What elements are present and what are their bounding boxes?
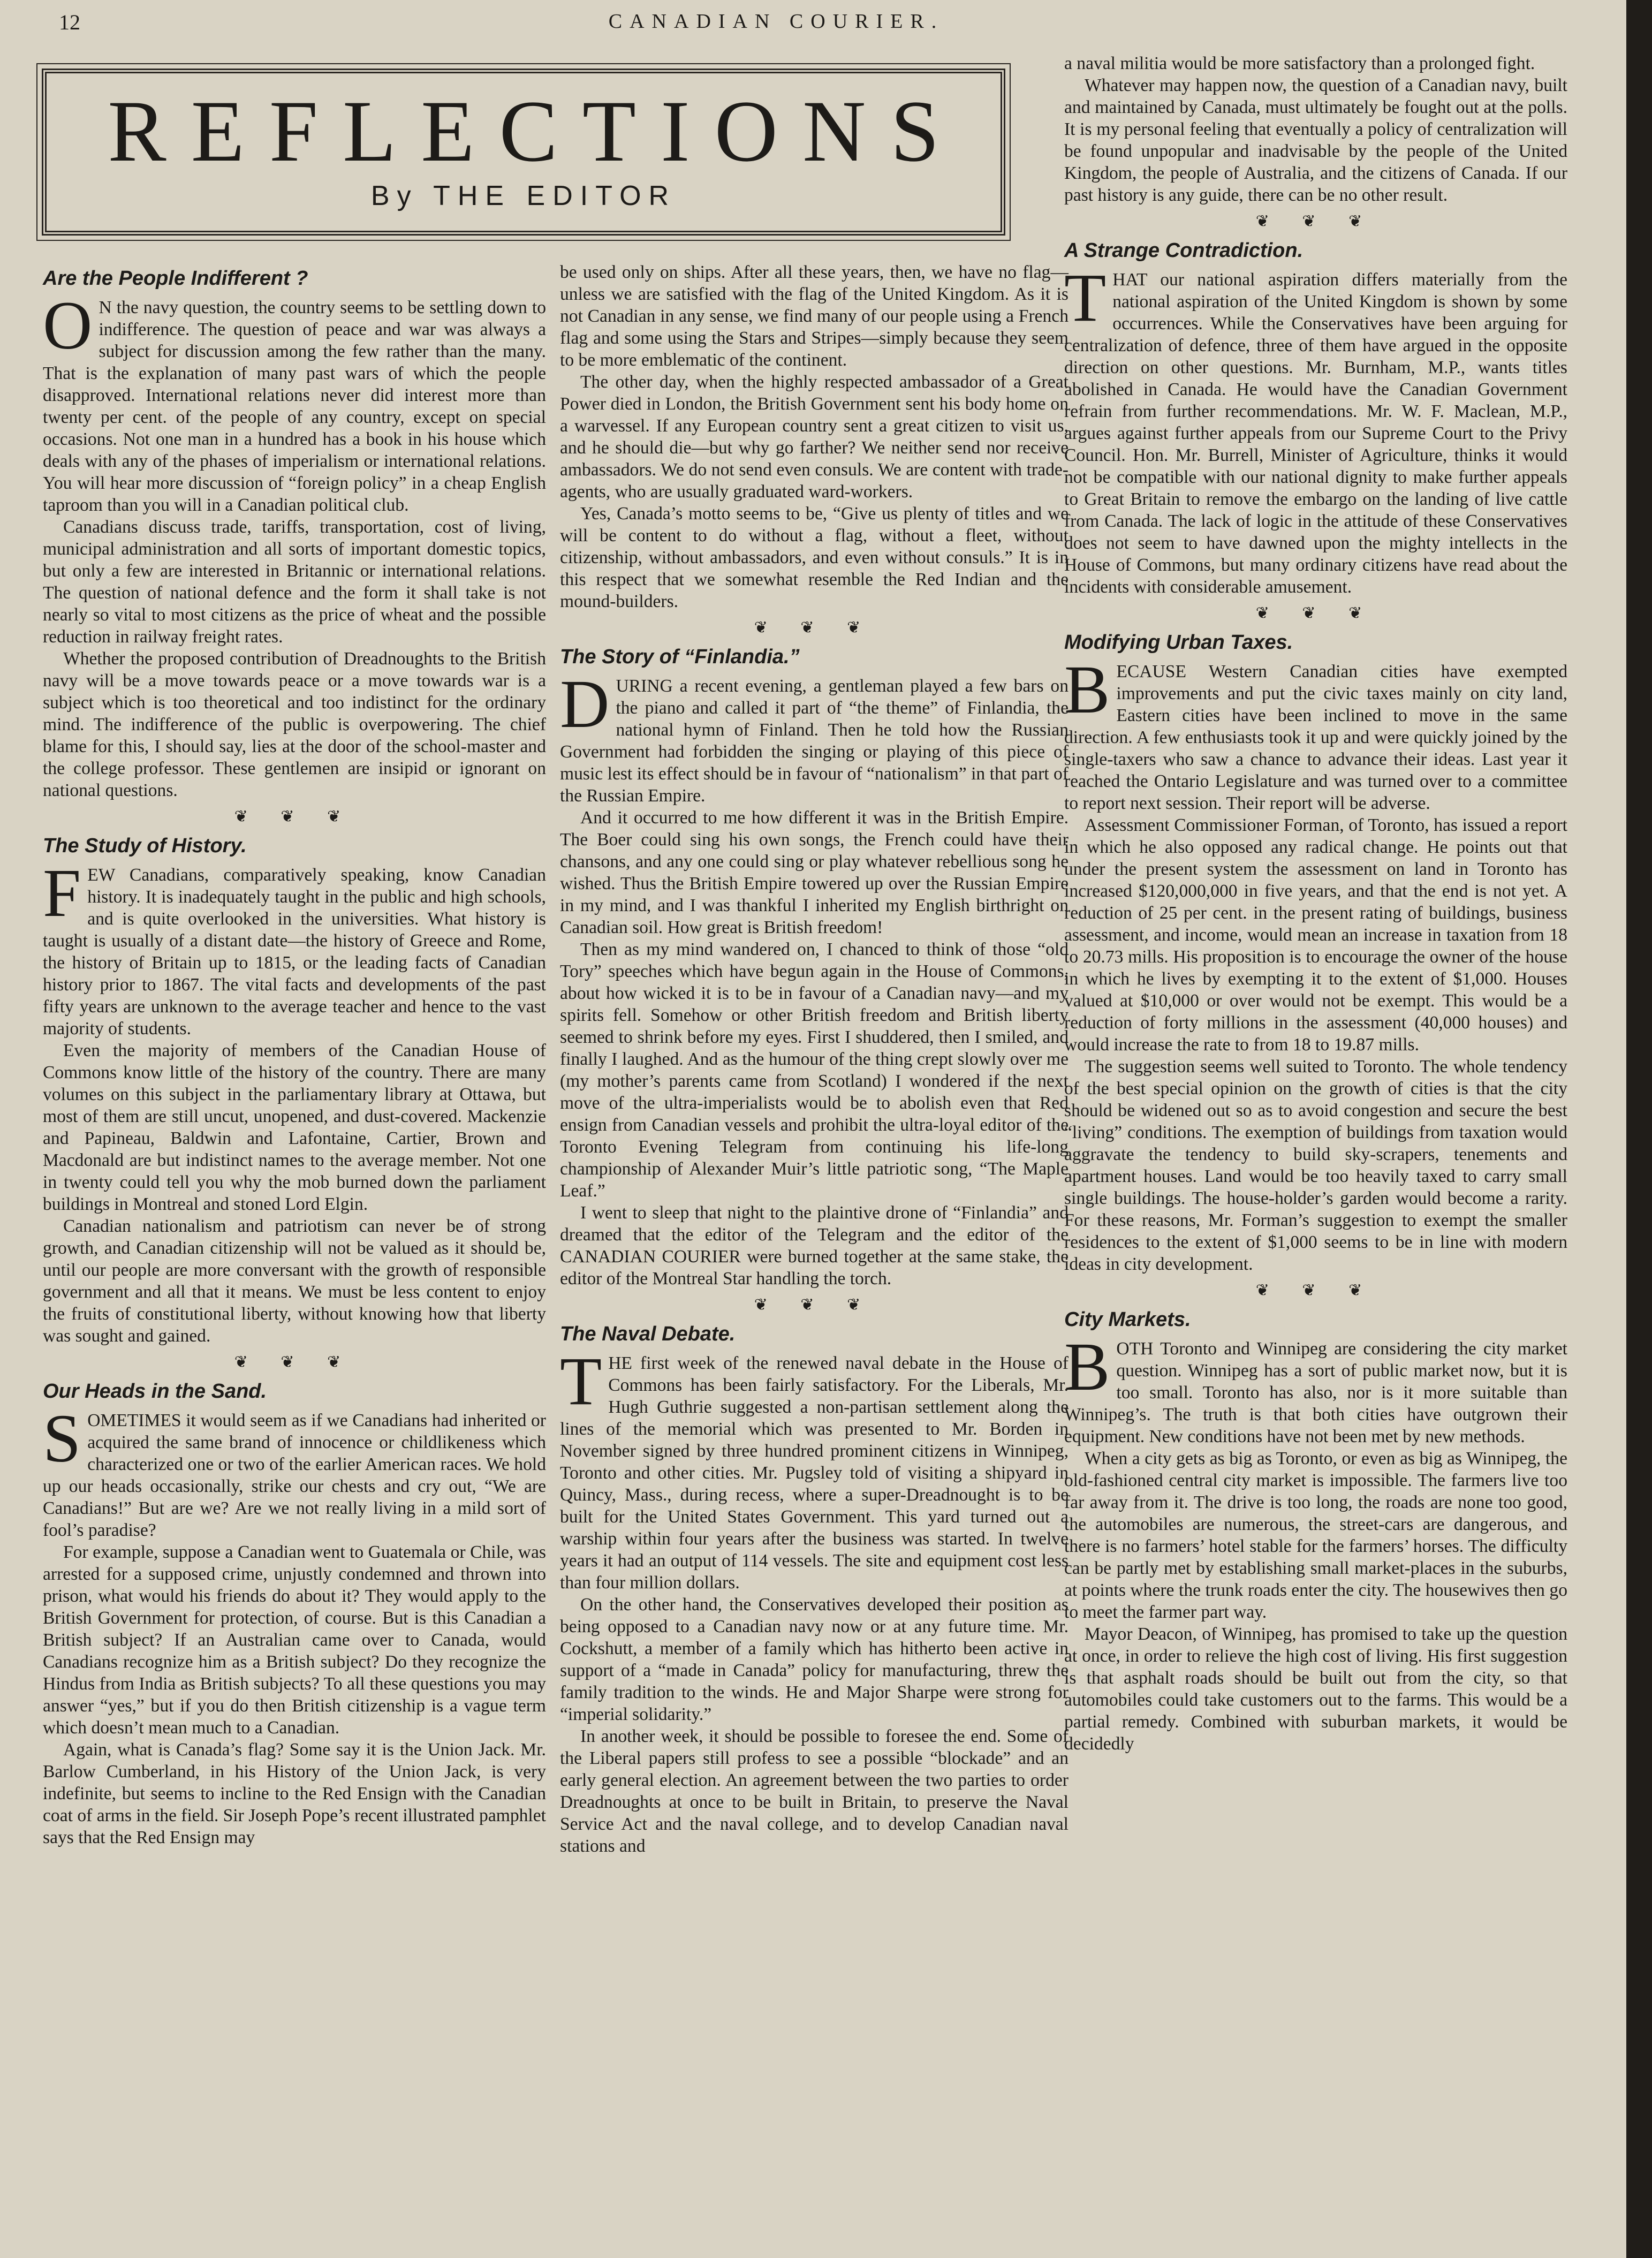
- paragraph: BOTH Toronto and Winnipeg are considering the city market question. Winnipeg has a sort of public market now, but it is too small. Toronto has also, nor is it more suitable than Winnipeg’s. The truth is that both cities have outgrown their equipment. New conditions have not been met by new methods.: [1064, 1329, 1567, 1446]
- paragraph: THE first week of the renewed naval debate in the House of Commons has been fairly satisfactory. For the Liberals, Mr. Hugh Guthrie suggested a non-partisan settlement along the lines of the memorial which was presented to Mr. Borden in November signed by three hundred prominent citizens in Winnipeg, Toronto and other cities. Mr. Pugsley told of visiting a shipyard in Quincy, Mass., during recess, where a super-Dreadnought is to be built for the United States Government. This yard turned out a warship within four years after the business was started. In twelve years it had an output of 114 vessels. The site and equipment cost less than four million dollars.: [560, 1343, 1069, 1593]
- paragraph: BECAUSE Western Canadian cities have exempted improvements and put the civic taxes mainly on city land, Eastern cities have been inclined to move in the same direction. A few enthusiasts took it up and were quickly joined by the single-taxers who saw a chance to advance their ideas. Last year it reached the Ontario Legislature and was turned over to a committee to report next session. Their report will be adverse.: [1064, 651, 1567, 813]
- paragraph: In another week, it should be possible to foresee the end. Some of the Liberal papers still profess to see a possible “blockade” and an early general election. An agreement between the two parties to order Dreadnoughts at once to be built in Britain, to preserve the Naval Service Act and the naval college, and to develop Canadian naval stations and: [560, 1726, 1069, 1856]
- heading-heads-in-sand: Our Heads in the Sand.: [43, 1380, 267, 1403]
- paragraph: And it occurred to me how different it was in the British Empire. The Boer could sing his own songs, the French could have their chansons, and any one could sing or play whatever rebellious song he wished. Thus the British Empire towered up over the Russian Empire in my mind, and I was thankful I inherited my English birthright on Canadian soil. How great is British freedom!: [560, 808, 1069, 937]
- paragraph: Canadian nationalism and patriotism can never be of strong growth, and Canadian citizenship will not be valued as it should be, until our people are more conversant with the growth of responsible government and all that it means. We must be less content to enjoy the fruits of constitutional liberty, without knowing how that liberty was sought and gained.: [43, 1216, 546, 1346]
- page-number: 12: [59, 10, 80, 34]
- section-ornament: ❦ ❦ ❦: [1255, 604, 1376, 623]
- paragraph: On the other hand, the Conservatives developed their position as being opposed to a Canadian navy now or at any future time. Mr. Cockshutt, a member of a family which has hitherto been active in support of a “made in Canada” policy for manufacturing, threw the family tradition to the winds. He and Major Sharpe were strong for “imperial solidarity.”: [560, 1595, 1069, 1724]
- paragraph: DURING a recent evening, a gentleman played a few bars on the piano and called it part of “the theme” of Finlandia, the national hymn of Finland. Then he told how the Russian Government had forbidden the singing or playing of this piece of music lest its effect should be in favour of “nationalism” in that part of the Russian Empire.: [560, 666, 1069, 806]
- paragraph: Again, what is Canada’s flag? Some say it is the Union Jack. Mr. Barlow Cumberland, in his History of the Union Jack, is very indefinite, but seems to incline to the Red Ensign with the Canadian coat of arms in the field. Sir Joseph Pope’s recent illustrated pamphlet says that the Red Ensign may: [43, 1740, 546, 1847]
- heading-strange-contradiction: A Strange Contradiction.: [1064, 239, 1304, 262]
- paragraph: Whether the proposed contribution of Dreadnoughts to the British navy will be a move towards peace or a move towards war is a subject which is too theoretical and too indistinct for the ordinary mind. The indifference of the public is overpowering. The chief blame for this, I should say, lies at the door of the school-master and the college professor. These gentlemen are insipid or ignorant on national questions.: [43, 649, 546, 800]
- reflections-banner: [42, 69, 1005, 236]
- heading-city-markets: City Markets.: [1064, 1308, 1191, 1331]
- paragraph: a naval militia would be more satisfactory than a prolonged fight.: [1064, 54, 1535, 73]
- paragraph: Yes, Canada’s motto seems to be, “Give us plenty of titles and we will be content to do without a flag, without a fleet, without citizenship, without ambassadors, and even without consuls.” It is in this respect that we somewhat resemble the Red Indian and the mound-builders.: [560, 504, 1069, 611]
- heading-study-of-history: The Study of History.: [43, 835, 247, 857]
- column-1: [43, 261, 546, 1848]
- paragraph: The suggestion seems well suited to Toronto. The whole tendency of the best special opinion on the growth of cities is that the city should be widened out so as to avoid congestion and secure the best “living” conditions. The exemption of buildings from taxation would aggravate the tendency to build sky-scrapers, tenements and apartment houses. Land would be too heavily taxed to carry small single buildings. The house-holder’s garden would become a rarity. For these reasons, Mr. Forman’s suggestion to exempt the smaller residences to the extent of $1,000 seems to be in line with modern ideas in city development.: [1064, 1057, 1567, 1274]
- paragraph: Mayor Deacon, of Winnipeg, has promised to take up the question at once, in order to relieve the high cost of living. His first suggestion is that asphalt roads should be built out from the city, so that automobiles could take customers out to the farms. This would be a partial remedy. Combined with suburban markets, it would be decidedly: [1064, 1624, 1567, 1754]
- paragraph: Assessment Commissioner Forman, of Toronto, has issued a report in which he also opposed any radical change. He points out that under the present system the assessment on land in Toronto has increased $120,000,000 in five years, and that the end is not yet. A reduction of 25 per cent. in the present rating of buildings, business assessment, and income, would mean an increase in taxation from 18 to 20.73 mills. His proposition is to encourage the owner of the house in which he lives by exempting it to the extent of $1,000. Houses valued at $10,000 or over would not be exempt. This would be a reduction of forty millions in the assessment (40,000 houses) and would increase the rate to from 18 to 19.87 mills.: [1064, 815, 1567, 1055]
- paragraph: SOMETIMES it would seem as if we Canadians had inherited or acquired the same brand of innocence or childlikeness which characterized one or two of the earlier American races. We hold up our heads occasionally, strike our chests and cry out, “We are Canadians!” But are we? Are we not really living in a mild sort of fool’s paradise?: [43, 1400, 546, 1540]
- paragraph: Whatever may happen now, the question of a Canadian navy, built and maintained by Canada, must ultimately be fought out at the polls. It is my personal feeling that eventually a policy of centralization will be found unpopular and inadvisable by the people of the United Kingdom, the people of Australia, and the citizens of Canada. If our past history is any guide, there can be no other result.: [1064, 75, 1567, 205]
- banner-title: REFLECTIONS: [108, 83, 964, 180]
- banner-byline: By THE EDITOR: [370, 180, 677, 211]
- paragraph: I went to sleep that night to the plaintive drone of “Finlandia” and dreamed that the editor of the Telegram and the editor of the CANADIAN COURIER were burned together at the same stake, the editor of the Montreal Star handling the torch.: [560, 1203, 1069, 1289]
- heading-are-people-indifferent: Are the People Indifferent ?: [43, 267, 308, 290]
- paragraph: THAT our national aspiration differs materially from the national aspiration of the United Kingdom is shown by some occurrences. While the Conservatives have been arguing for centralization of defence, three of them have argued in the opposite direction on other questions. Mr. Burnham, M.P., wants titles abolished in Canada. He would have the Canadian Government refrain from further recommendations. Mr. W. F. Maclean, M.P., argues against further appeals from our Supreme Court to the Privy Council. Hon. Mr. Burrell, Minister of Agriculture, thinks it would not be compatible with our national dignity to make further appeals to Great Britain to remove the embargo on the landing of live cattle from Canada. The lack of logic in the attitude of these Conservatives does not seem to have dawned upon the mighty intellects in the House of Commons, but many ordinary citizens have read about the incidents with considerable amusement.: [1064, 260, 1567, 597]
- section-ornament: ❦ ❦ ❦: [1255, 1281, 1376, 1300]
- paragraph: FEW Canadians, comparatively speaking, know Canadian history. It is inadequately taught in the public and high schools, and is quite overlooked in the universities. What history is taught is usually of a distant date—the history of Greece and Rome, the history of Britain up to 1815, or the leading facts of Canadian history prior to 1867. The vital facts and developments of the past fifty years are unknown to the average teacher and hence to the vast majority of students.: [43, 855, 546, 1039]
- section-ornament: ❦ ❦ ❦: [1255, 212, 1376, 231]
- section-ornament: ❦ ❦ ❦: [754, 1295, 875, 1314]
- column-2: [560, 261, 1069, 1857]
- heading-naval-debate: The Naval Debate.: [560, 1323, 736, 1345]
- paragraph: Then as my mind wandered on, I chanced to think of those “old Tory” speeches which have begun again in the House of Commons, about how wicked it is to be in favour of a Canadian navy—and my spirits fell. Somehow or other British freedom and British liberty seemed to shrink before my eyes. First I shuddered, then I smiled, and finally I laughed. And as the humour of the thing crept slowly over me (my mother’s parents came from Scotland) I wondered if the next move of the ultra-imperialists would be to abolish even that Red ensign from Canadian vessels and prohibit the ultra-loyal editor of the Toronto Evening Telegram from continuing his life-long championship of Alexander Muir’s little patriotic song, “The Maple Leaf.”: [560, 939, 1069, 1201]
- paragraph: The other day, when the highly respected ambassador of a Great Power died in London, the British Government sent his body home on a warvessel. If any European country sent a great citizen to visit us, and he should die—but why go farther? We neither send nor receive ambassadors. We do not send even consuls. We are content with trade-agents, who are usually graduated ward-workers.: [560, 372, 1069, 502]
- section-ornament: ❦ ❦ ❦: [234, 807, 355, 826]
- column-3: [1064, 52, 1567, 1755]
- paragraph: For example, suppose a Canadian went to Guatemala or Chile, was arrested for a supposed crime, unjustly condemned and thrown into prison, what would his friends do about it? They would apply to the British Government for protection, of course. But is this Canadian a British subject? If an Australian came over to Canada, would Canadians recognize him as a British subject? Do they recognize the Hindus from India as British subjects? To all these questions you may answer “yes,” but if you do then British citizenship is a vague term which doesn’t mean much to a Canadian.: [43, 1542, 546, 1738]
- running-head: CANADIAN COURIER.: [608, 10, 944, 33]
- paragraph: be used only on ships. After all these years, then, we have no flag—unless we are satisfied with the flag of the United Kingdom. As it is not Canadian in any sense, we find many of our people using a French flag and some using the Stars and Stripes—simply because they seem to be more emblematic of the continent.: [560, 262, 1069, 370]
- paragraph: Canadians discuss trade, tariffs, transportation, cost of living, municipal administration and all sorts of important domestic topics, but only a few are interested in Britannic or international relations. The question of national defence and the form it shall take is not nearly so vital to most citizens as the price of wheat and the possible reduction in railway freight rates.: [43, 517, 546, 647]
- heading-modifying-urban-taxes: Modifying Urban Taxes.: [1064, 631, 1293, 654]
- section-ornament: ❦ ❦ ❦: [234, 1353, 355, 1372]
- heading-story-of-finlandia: The Story of “Finlandia.”: [560, 646, 800, 668]
- section-ornament: ❦ ❦ ❦: [754, 618, 875, 637]
- paragraph: Even the majority of members of the Canadian House of Commons know little of the history of the country. There are many volumes on this subject in the parliamentary library at Ottawa, but most of them are still uncut, unopened, and dust-covered. Mackenzie and Papineau, Baldwin and Lafontaine, Cartier, Brown and Macdonald are but indistinct names to the average member. Not one in twenty could tell you why the mob burned down the parliament buildings in Montreal and stoned Lord Elgin.: [43, 1041, 546, 1214]
- paragraph: When a city gets as big as Toronto, or even as big as Winnipeg, the old-fashioned central city market is impossible. The farmers live too far away from it. The drive is too long, the roads are none too good, the automobiles are numerous, the street-cars are dangerous, and there is no farmers’ hotel stable for the farmers’ horses. The difficulty can be partly met by establishing small market-places in the suburbs, at points where the trunk roads enter the city. The housewives then go to meet the farmer part way.: [1064, 1449, 1567, 1622]
- paragraph: ON the navy question, the country seems to be settling down to indifference. The question of peace and war was always a subject for discussion among the few rather than the many. That is the explanation of many past wars of which the people disapproved. International relations never did interest more than twenty per cent. of the people of any country, except on special occasions. Not one man in a hundred has a book in his house which deals with any of the phases of imperialism or international relations. You will hear more discussion of “foreign policy” in a cheap English taproom than you will in a Canadian political club.: [43, 287, 546, 515]
- page-edge-shadow: [1626, 0, 1652, 2258]
